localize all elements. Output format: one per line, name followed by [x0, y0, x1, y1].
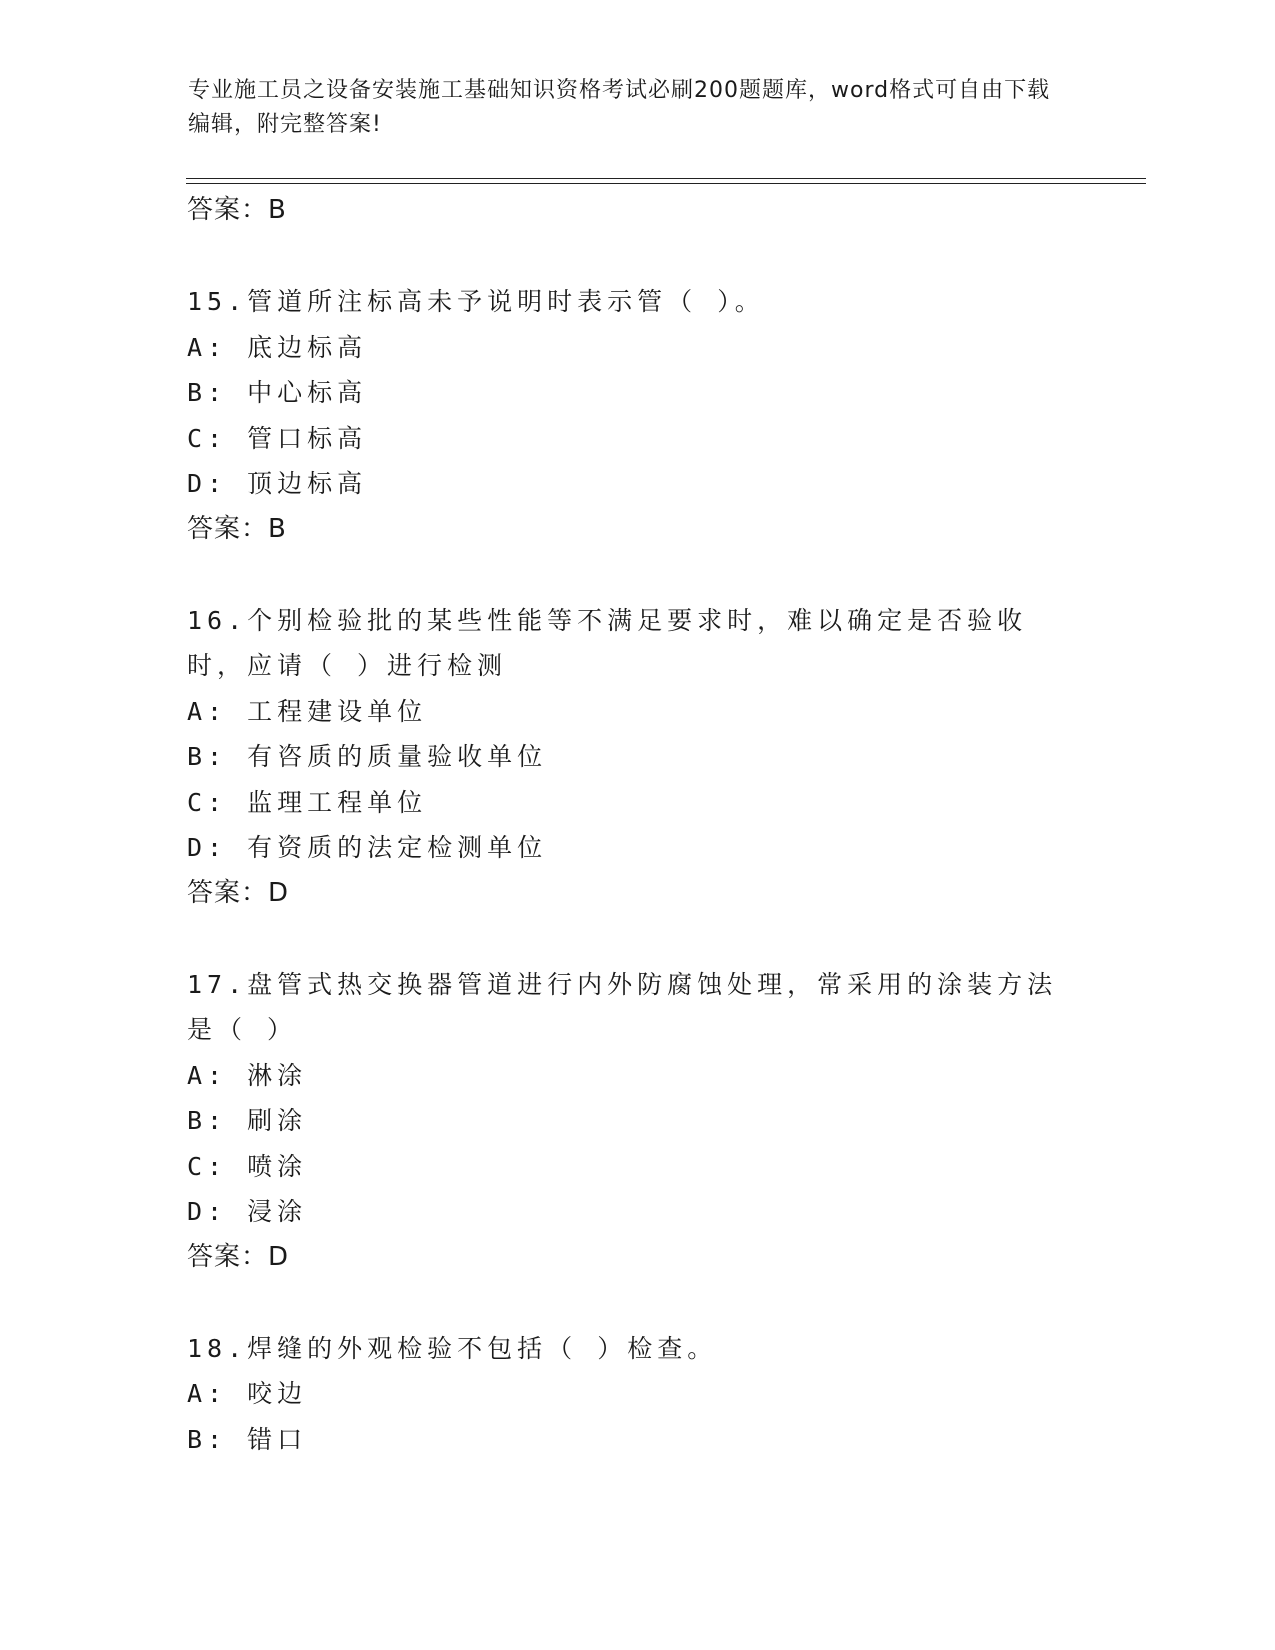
- answer-line: 答案：D: [187, 1241, 290, 1272]
- option-a: A: 底边标高: [187, 332, 368, 362]
- option-d: D: 顶边标高: [187, 469, 368, 498]
- header-divider-top: [186, 178, 1146, 179]
- option-b: B: 刷涂: [187, 1106, 308, 1135]
- question-list: [187, 188, 1087, 1462]
- header-divider-bottom: [186, 183, 1146, 184]
- spacer: [187, 1280, 1087, 1326]
- option-d: D: 浸涂: [187, 1197, 308, 1226]
- option-c: C: 喷涂: [187, 1151, 308, 1181]
- spacer: [187, 552, 1087, 598]
- answer-line: 答案：B: [187, 513, 287, 544]
- document-header: 专业施工员之设备安装施工基础知识资格考试必刷200题题库，word格式可自由下载编辑，附完整答案!: [188, 78, 1051, 137]
- question-text: 16.个别检验批的某些性能等不满足要求时，难以确定是否验收时，应请（ ）进行检测: [187, 605, 1028, 680]
- option-a: A: 淋涂: [187, 1060, 308, 1090]
- answer-line: 答案：D: [187, 877, 290, 908]
- question-text: 17.盘管式热交换器管道进行内外防腐蚀处理，常采用的涂装方法是（ ）: [187, 969, 1058, 1044]
- question-item: [187, 598, 1087, 916]
- question-text: 18.焊缝的外观检验不包括（ ）检查。: [187, 1333, 718, 1363]
- question-item: [187, 1326, 1087, 1463]
- option-c: C: 监理工程单位: [187, 787, 428, 817]
- spacer: [187, 233, 1087, 279]
- question-text: 15.管道所注标高未予说明时表示管（ ）。: [187, 287, 765, 316]
- option-a: A: 工程建设单位: [187, 696, 428, 726]
- question-item: [187, 962, 1087, 1280]
- answer-line: 答案：B: [187, 195, 287, 225]
- option-c: C: 管口标高: [187, 423, 368, 453]
- option-b: B: 中心标高: [187, 378, 368, 407]
- spacer: [187, 916, 1087, 962]
- question-item: [187, 279, 1087, 552]
- option-d: D: 有资质的法定检测单位: [187, 833, 548, 862]
- option-a: A: 咬边: [187, 1379, 308, 1408]
- option-b: B: 错口: [187, 1424, 308, 1454]
- option-b: B: 有咨质的质量验收单位: [187, 742, 548, 771]
